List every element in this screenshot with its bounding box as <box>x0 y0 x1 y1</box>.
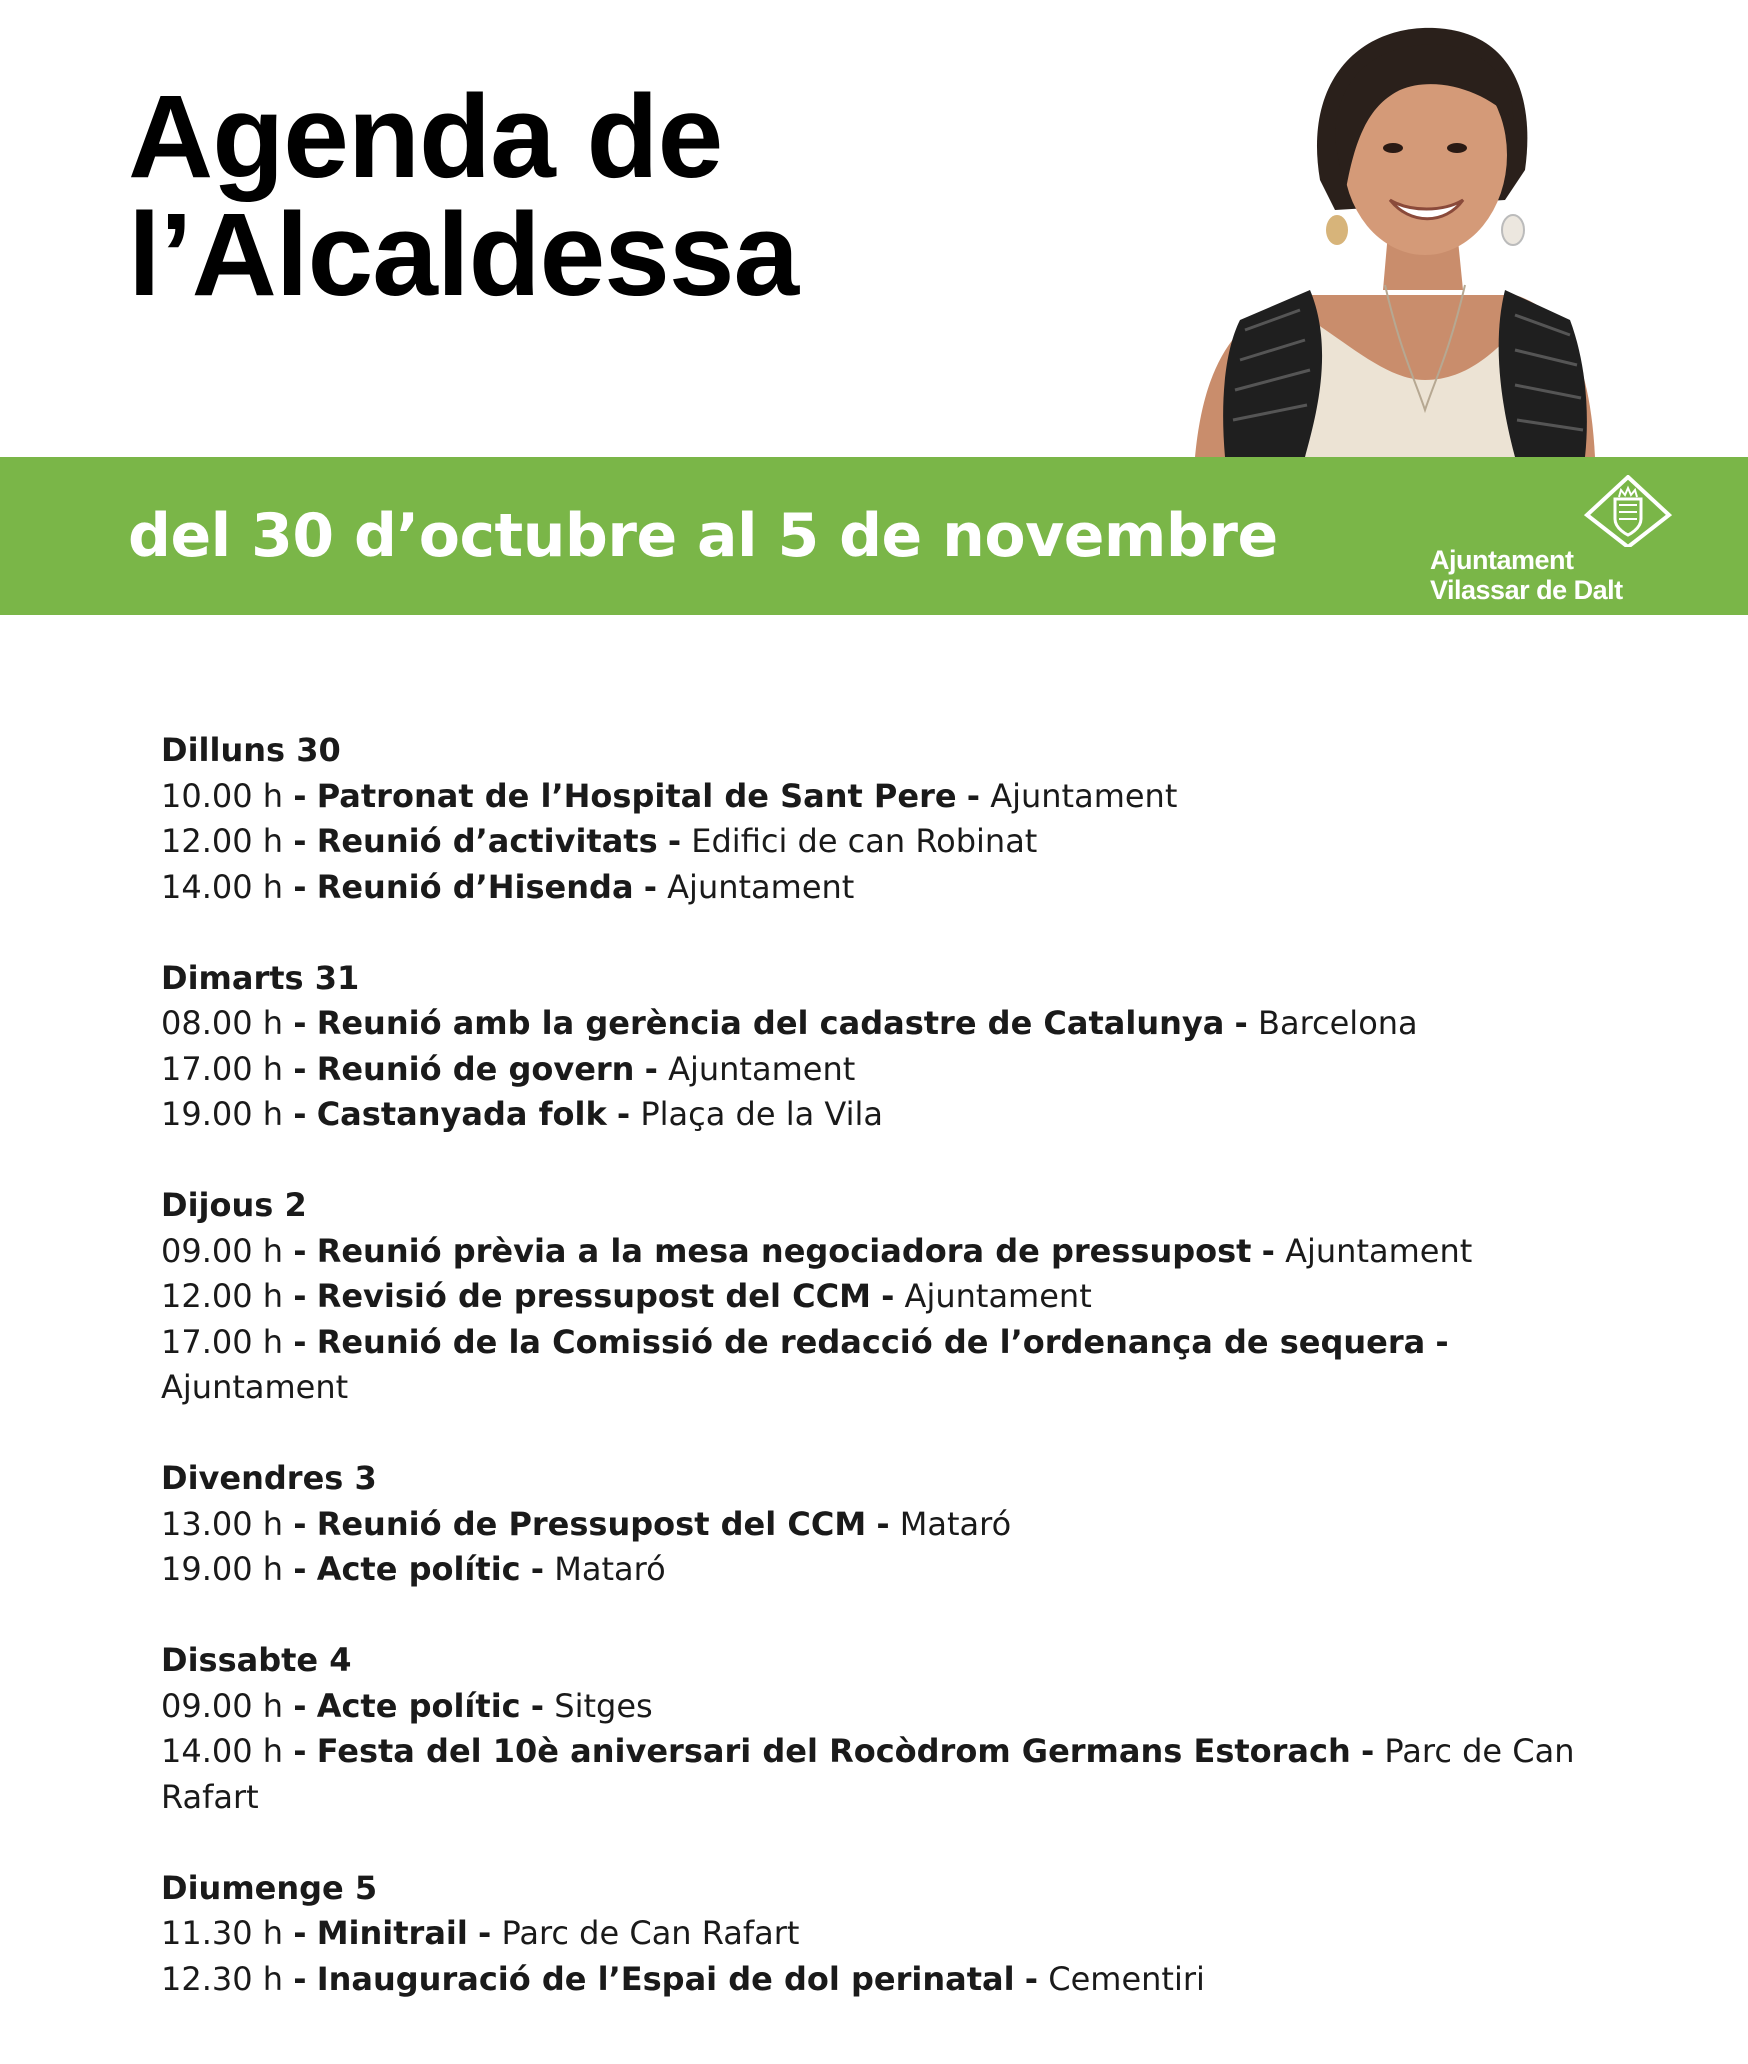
item-time: 12.30 h <box>161 1959 284 1998</box>
item-event: Inauguració de l’Espai de dol perinatal <box>316 1959 1015 1998</box>
item-separator: - <box>881 1277 895 1315</box>
item-separator: - <box>1261 1231 1275 1270</box>
item-separator: - <box>478 1914 492 1952</box>
item-time: 10.00 h <box>161 776 284 815</box>
item-separator: - <box>293 1550 307 1588</box>
item-event: Reunió d’Hisenda <box>316 867 634 906</box>
item-separator: - <box>1234 1004 1248 1042</box>
agenda-item <box>161 1957 1621 2003</box>
item-place: Sitges <box>554 1686 653 1725</box>
item-event: Reunió amb la gerència del cadastre de Catalunya <box>316 1004 1225 1042</box>
item-separator: - <box>530 1550 545 1588</box>
agenda-item <box>161 865 1621 911</box>
coat-of-arms-icon <box>1583 475 1673 547</box>
item-event: Acte polític <box>316 1550 521 1588</box>
item-separator: - <box>1024 1959 1039 1998</box>
item-place: Ajuntament <box>668 1049 856 1088</box>
page-title <box>128 71 799 321</box>
day-heading: Dijous 2 <box>161 1186 307 1224</box>
item-time: 11.30 h <box>161 1914 284 1952</box>
item-place: Parc de Can Rafart <box>161 1732 1575 1816</box>
item-event: Revisió de pressupost del CCM <box>316 1277 871 1315</box>
item-separator: - <box>293 1322 307 1361</box>
agenda-day <box>161 1456 1621 1593</box>
item-separator: - <box>293 1049 307 1088</box>
item-event: Minitrail <box>316 1914 468 1952</box>
item-separator: - <box>1360 1732 1375 1770</box>
item-separator: - <box>293 1732 307 1770</box>
item-separator: - <box>293 822 307 860</box>
agenda-item <box>161 1229 1621 1275</box>
mayor-portrait <box>1185 20 1600 457</box>
item-separator: - <box>293 1231 307 1270</box>
item-place: Ajuntament <box>990 776 1178 815</box>
item-event: Acte polític <box>316 1686 521 1725</box>
item-separator: - <box>667 822 682 860</box>
item-event: Castanyada folk <box>316 1095 607 1133</box>
item-place: Plaça de la Vila <box>640 1095 883 1133</box>
day-heading: Dilluns 30 <box>161 731 341 769</box>
item-separator: - <box>644 1049 658 1088</box>
logo-line-1: Ajuntament <box>1430 545 1574 575</box>
item-separator: - <box>1435 1322 1449 1361</box>
agenda-item <box>161 1547 1621 1593</box>
agenda-item <box>161 1729 1621 1820</box>
item-time: 12.00 h <box>161 1277 284 1315</box>
item-place: Mataró <box>899 1504 1012 1543</box>
item-time: 19.00 h <box>161 1550 284 1588</box>
agenda-day <box>161 1183 1621 1411</box>
item-separator: - <box>293 1095 307 1133</box>
item-time: 13.00 h <box>161 1504 284 1543</box>
item-time: 17.00 h <box>161 1049 284 1088</box>
agenda-item <box>161 1320 1621 1411</box>
town-hall-logo <box>1430 475 1670 605</box>
item-separator: - <box>643 867 657 906</box>
item-place: Mataró <box>554 1550 666 1588</box>
item-time: 19.00 h <box>161 1095 284 1133</box>
item-separator: - <box>616 1095 631 1133</box>
item-place: Ajuntament <box>667 867 855 906</box>
item-time: 14.00 h <box>161 1732 284 1770</box>
item-separator: - <box>293 776 307 815</box>
item-event: Reunió prèvia a la mesa negociadora de pressupost <box>316 1231 1252 1270</box>
title-line-2: l’Alcaldessa <box>128 189 799 321</box>
item-time: 17.00 h <box>161 1322 284 1361</box>
title-line-1: Agenda de <box>128 71 723 203</box>
item-time: 08.00 h <box>161 1004 284 1042</box>
item-event: Reunió de la Comissió de redacció de l’ordenança de sequera <box>316 1322 1426 1361</box>
item-place: Parc de Can Rafart <box>501 1914 800 1952</box>
agenda-day <box>161 956 1621 1138</box>
day-heading: Divendres 3 <box>161 1459 377 1497</box>
item-event: Reunió d’activitats <box>316 822 658 860</box>
agenda-item <box>161 819 1621 865</box>
item-place: Cementiri <box>1048 1959 1205 1998</box>
agenda-item <box>161 1274 1621 1320</box>
agenda-list <box>161 728 1621 2048</box>
item-time: 12.00 h <box>161 822 284 860</box>
day-heading: Dissabte 4 <box>161 1641 352 1679</box>
date-band <box>0 457 1748 615</box>
logo-line-2: Vilassar de Dalt <box>1430 575 1623 605</box>
date-range: del 30 d’octubre al 5 de novembre <box>128 501 1278 571</box>
item-separator: - <box>293 1277 307 1315</box>
agenda-day <box>161 728 1621 910</box>
day-heading: Diumenge 5 <box>161 1868 378 1907</box>
day-heading: Dimarts 31 <box>161 958 360 997</box>
agenda-item <box>161 1684 1621 1730</box>
item-place: Ajuntament <box>1285 1231 1473 1270</box>
item-separator: - <box>293 1959 307 1998</box>
agenda-item <box>161 1001 1621 1047</box>
item-separator: - <box>293 1914 307 1952</box>
item-place: Barcelona <box>1258 1004 1418 1042</box>
item-time: 09.00 h <box>161 1231 284 1270</box>
agenda-item <box>161 1911 1621 1957</box>
item-place: Edifici de can Robinat <box>691 822 1038 860</box>
agenda-item <box>161 774 1621 820</box>
item-separator: - <box>530 1686 545 1725</box>
item-separator: - <box>876 1504 890 1543</box>
agenda-item <box>161 1092 1621 1138</box>
agenda-day <box>161 1638 1621 1820</box>
item-event: Patronat de l’Hospital de Sant Pere <box>316 776 957 815</box>
item-separator: - <box>293 1686 307 1725</box>
item-event: Reunió de govern <box>316 1049 635 1088</box>
item-time: 14.00 h <box>161 867 284 906</box>
item-place: Ajuntament <box>161 1368 349 1406</box>
item-separator: - <box>293 867 307 906</box>
agenda-day <box>161 1866 1621 2003</box>
item-event: Reunió de Pressupost del CCM <box>316 1504 867 1543</box>
agenda-item <box>161 1502 1621 1548</box>
item-separator: - <box>293 1004 307 1042</box>
item-time: 09.00 h <box>161 1686 284 1725</box>
item-separator: - <box>293 1504 307 1543</box>
item-event: Festa del 10è aniversari del Rocòdrom Germans Estorach <box>316 1732 1351 1770</box>
agenda-item <box>161 1047 1621 1093</box>
item-separator: - <box>966 776 981 815</box>
item-place: Ajuntament <box>904 1277 1092 1315</box>
